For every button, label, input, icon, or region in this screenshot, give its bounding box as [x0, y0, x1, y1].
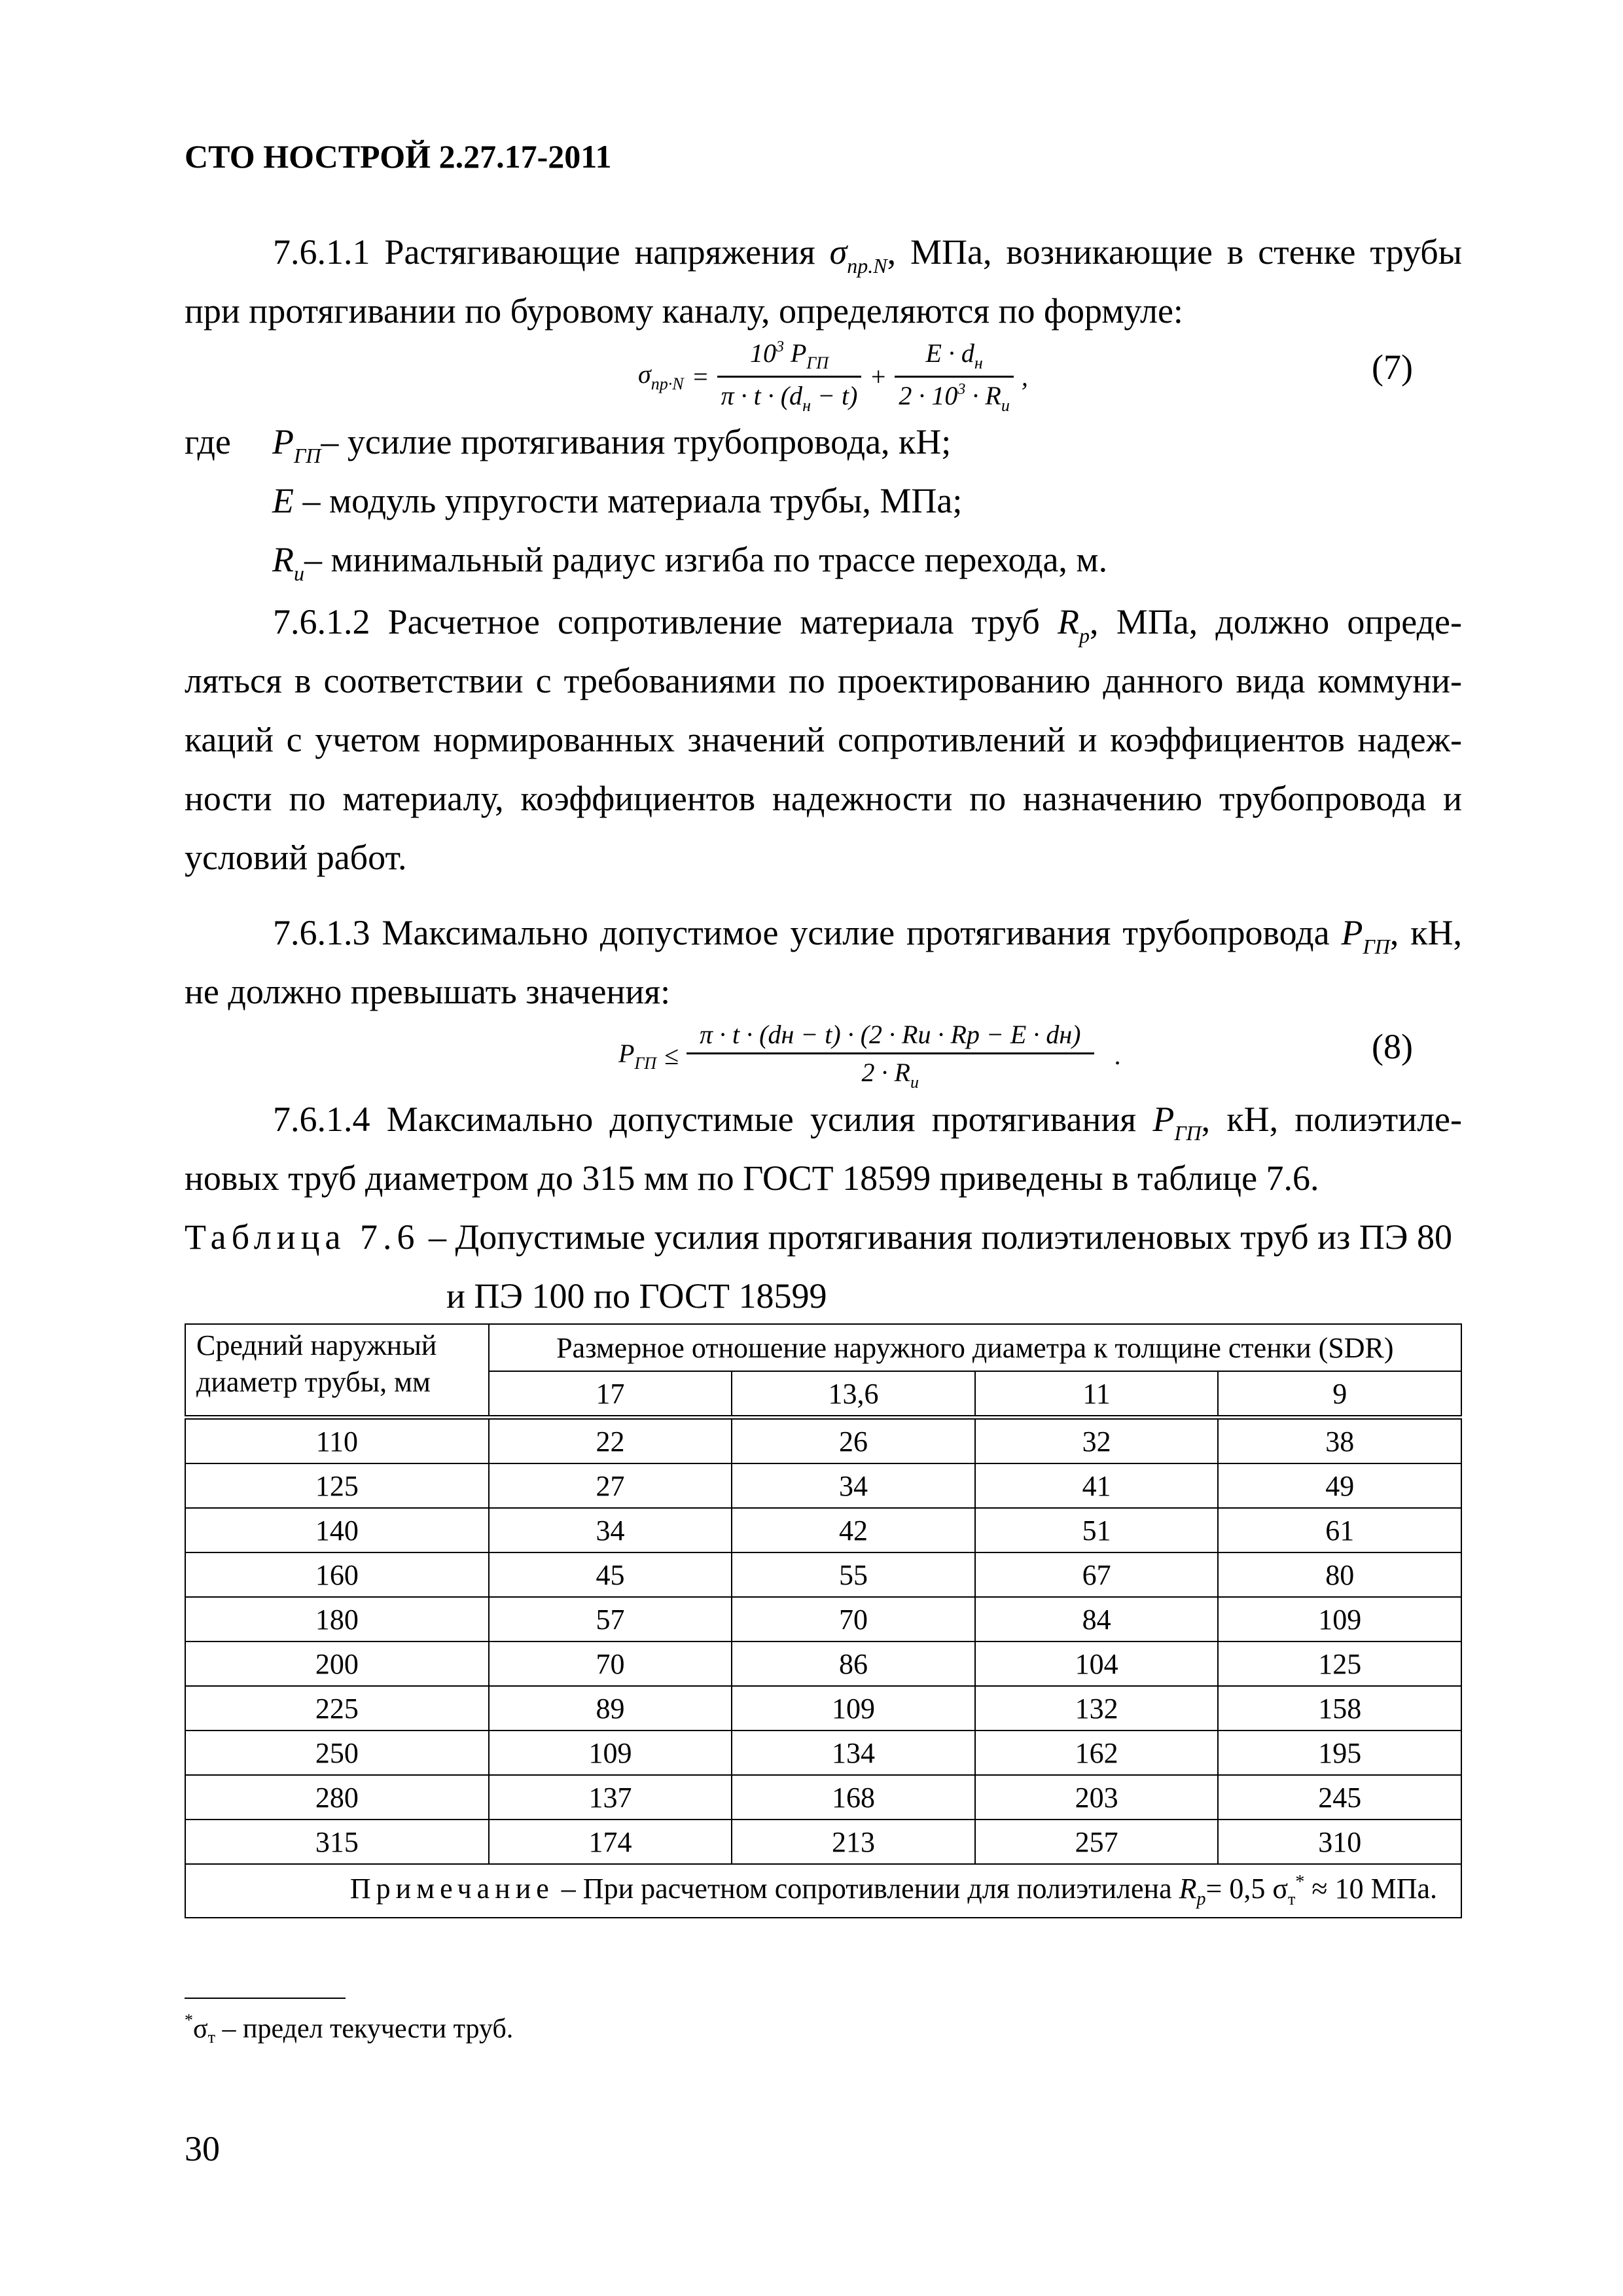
page-number: 30 [185, 2129, 220, 2168]
para-7612-line-2: ляться в соответствии с требованиями по проектированию данного вида коммуни- [185, 661, 1462, 700]
table-row [185, 1463, 1461, 1508]
table-cell-value: 55 [732, 1552, 975, 1597]
table-cell-value: 61 [1218, 1508, 1461, 1552]
table-cell-value: 26 [732, 1418, 975, 1464]
formula-7-fraction-1: $\frac{10^3 P_{ГП}}{\pi \cdot t \cdot (d_н - t)}$ [717, 338, 862, 416]
table-caption-line-2: и ПЭ 100 по ГОСТ 18599 [446, 1276, 827, 1316]
table-cell-value: 257 [975, 1820, 1219, 1864]
where-e: E – модуль упругости материала трубы, МПа; [272, 481, 963, 520]
table-row [185, 1731, 1461, 1775]
table-cell-diameter: 110 [185, 1418, 489, 1464]
table-cell-value: 57 [489, 1597, 732, 1641]
table-cell-value: 195 [1218, 1731, 1461, 1775]
table-cell-value: 109 [732, 1686, 975, 1731]
table-cell-diameter: 160 [185, 1552, 489, 1597]
table-cell-value: 203 [975, 1775, 1219, 1820]
table-cell-diameter: 200 [185, 1641, 489, 1686]
table-header-sdr: 11 [975, 1371, 1219, 1418]
table-row [185, 1820, 1461, 1864]
table-cell-value: 51 [975, 1508, 1219, 1552]
table-cell-value: 213 [732, 1820, 975, 1864]
table-row [185, 1418, 1461, 1464]
table-cell-value: 132 [975, 1686, 1219, 1731]
where-p: $P_{ГП}-$ усилие протягивания трубопровода, кН; [272, 422, 952, 467]
table-header-sdr: 17 [489, 1371, 732, 1418]
table-cell-value: 67 [975, 1552, 1219, 1597]
table-cell-value: 109 [1218, 1597, 1461, 1641]
para-7612-line-1: 7.6.1.2 Расчетное сопротивление материала труб $R_р$, МПа, должно опреде- [273, 602, 1462, 647]
table-cell-value: 89 [489, 1686, 732, 1731]
footnote: *σт – предел текучести труб. [185, 2011, 514, 2047]
document-header: СТО НОСТРОЙ 2.27.17-2011 [185, 138, 612, 175]
table-cell-value: 45 [489, 1552, 732, 1597]
table-row [185, 1508, 1461, 1552]
table-note: Примечание – При расчетном сопротивлении для полиэтилена $R_р= 0,5$ $\sigma_т^* \approx 10$ МПа. [185, 1864, 1461, 1918]
para-7612-line-5: условий работ. [185, 838, 407, 877]
table-cell-value: 125 [1218, 1641, 1461, 1686]
table-cell-value: 41 [975, 1463, 1219, 1508]
para-7611-line-2: при протягивании по буровому каналу, определяются по формуле: [185, 291, 1183, 331]
table-row [185, 1641, 1461, 1686]
formula-7-fraction-2: $\frac{E \cdot d_н}{2 \cdot 10^3 \cdot R_и}$ [895, 338, 1013, 416]
table-cell-value: 22 [489, 1418, 732, 1464]
formula-8-number: (8) [1372, 1027, 1413, 1066]
table-row [185, 1775, 1461, 1820]
table-row [185, 1552, 1461, 1597]
formula-8-lhs: $P_{ГП}$ [618, 1038, 657, 1073]
table-cell-value: 80 [1218, 1552, 1461, 1597]
table-cell-diameter: 250 [185, 1731, 489, 1775]
table-cell-value: 109 [489, 1731, 732, 1775]
table-header-sdr-group: Размерное отношение наружного диаметра к толщине стенки (SDR) [489, 1324, 1461, 1371]
table-cell-value: 27 [489, 1463, 732, 1508]
table-cell-diameter: 125 [185, 1463, 489, 1508]
formula-8-fraction: $\frac{\pi \cdot t \cdot (dн - t) \cdot (2 \cdot Rи \cdot Rр - E \cdot dн)}{2 \cdot R_и}$ [687, 1019, 1094, 1092]
para-7612-line-3: каций с учетом нормированных значений сопротивлений и коэффициентов надеж- [185, 720, 1462, 759]
table-cell-value: 70 [489, 1641, 732, 1686]
table-header-sdr: 9 [1218, 1371, 1461, 1418]
table-cell-diameter: 315 [185, 1820, 489, 1864]
table-cell-value: 137 [489, 1775, 732, 1820]
table-cell-value: 32 [975, 1418, 1219, 1464]
table-header-sdr: 13,6 [732, 1371, 975, 1418]
formula-7: $\sigma_{пр\cdot N}$ = $\frac{10^3 P_{ГП}}{\pi \cdot t \cdot (d_н - t)}$ + $\frac{E \cdot d_н}{2 \cdot 10^3 \cdot R_и}$ , [638, 338, 1028, 415]
table-cell-value: 42 [732, 1508, 975, 1552]
table-cell-value: 49 [1218, 1463, 1461, 1508]
table-cell-value: 70 [732, 1597, 975, 1641]
table-cell-diameter: 225 [185, 1686, 489, 1731]
table-cell-value: 162 [975, 1731, 1219, 1775]
para-7613-line-1: 7.6.1.3 Максимально допустимое усилие протягивания трубопровода $P_{ГП}$, кН, [273, 913, 1463, 958]
table-cell-diameter: 280 [185, 1775, 489, 1820]
formula-7-number: (7) [1372, 348, 1413, 387]
para-7613-line-2: не должно превышать значения: [185, 972, 671, 1011]
table-cell-diameter: 140 [185, 1508, 489, 1552]
para-7614-line-2: новых труб диаметром до 315 мм по ГОСТ 18599 приведены в таблице 7.6. [185, 1158, 1319, 1198]
table-cell-value: 174 [489, 1820, 732, 1864]
formula-7-lhs: $\sigma_{пр\cdot N}$ [638, 359, 684, 393]
table-cell-value: 158 [1218, 1686, 1461, 1731]
para-7612-line-4: ности по материалу, коэффициентов надежности по назначению трубопровода и [185, 779, 1462, 818]
formula-8: $P_{ГП}$ ≤ $\frac{\pi \cdot t \cdot (dн - t) \cdot (2 \cdot Rи \cdot Rр - E \cdot dн)}{2 \cdot R_и}$ . [618, 1019, 1122, 1092]
table-cell-value: 38 [1218, 1418, 1461, 1464]
table-cell-diameter: 180 [185, 1597, 489, 1641]
table-cell-value: 168 [732, 1775, 975, 1820]
table-cell-value: 34 [732, 1463, 975, 1508]
table-cell-value: 86 [732, 1641, 975, 1686]
table-cell-value: 34 [489, 1508, 732, 1552]
table-7-6 [185, 1323, 1462, 1918]
table-row [185, 1686, 1461, 1731]
para-7611-line-1: 7.6.1.1 Растягивающие напряжения $\sigma_{пр.N}$, МПа, возникающие в стенке трубы [273, 232, 1463, 278]
table-caption-line-1: Таблица 7.6 – Допустимые усилия протягивания полиэтиленовых труб из ПЭ 80 [185, 1217, 1452, 1257]
table-cell-value: 84 [975, 1597, 1219, 1641]
where-label: где [185, 422, 231, 461]
table-note-row [185, 1864, 1461, 1918]
table-cell-value: 245 [1218, 1775, 1461, 1820]
table-cell-value: 134 [732, 1731, 975, 1775]
where-r: $R_и-$ минимальный радиус изгиба по трассе перехода, м. [272, 540, 1108, 585]
table-cell-value: 310 [1218, 1820, 1461, 1864]
table-header-diameter: Средний наружный диаметр трубы, мм [185, 1324, 489, 1418]
table-row [185, 1597, 1461, 1641]
footnote-separator [185, 1998, 346, 1999]
table-cell-value: 104 [975, 1641, 1219, 1686]
para-7614-line-1: 7.6.1.4 Максимально допустимые усилия протягивания $P_{ГП}$, кН, полиэтиле- [273, 1100, 1462, 1145]
